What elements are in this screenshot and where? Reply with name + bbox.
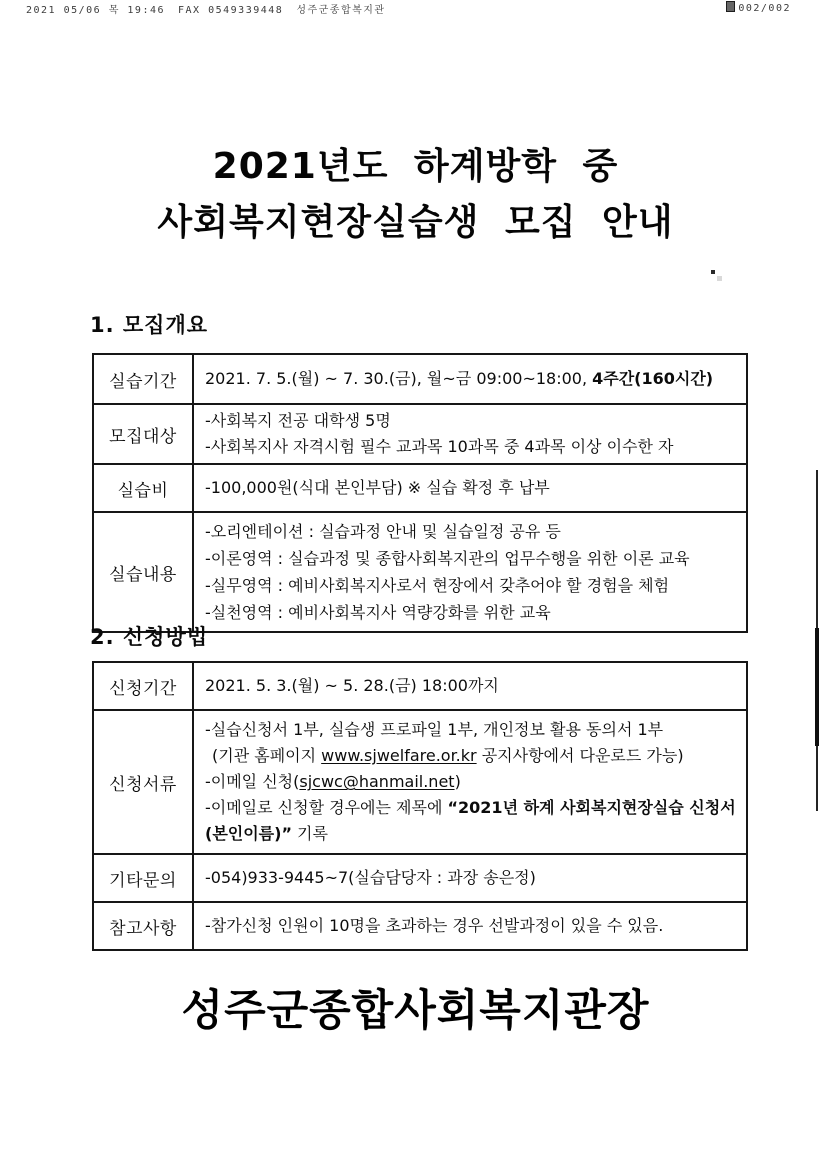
content-line-practice: -실무영역 : 예비사회복지사로서 현장에서 갖추어야 할 경험을 체험 <box>205 576 670 595</box>
row-label-contact: 기타문의 <box>93 854 193 902</box>
row-value-practice-content <box>193 512 747 632</box>
table-row-apply-documents <box>93 710 747 854</box>
recruitment-overview-table <box>92 353 748 633</box>
target-line-2: -사회복지사 자격시험 필수 교과목 10과목 중 4과목 이상 이수한 자 <box>205 437 674 456</box>
target-line-1: -사회복지 전공 대학생 5명 <box>205 411 391 430</box>
row-value-apply-period: 2021. 5. 3.(월) ~ 5. 28.(금) 18:00까지 <box>193 662 747 710</box>
fax-header <box>0 1 831 15</box>
documents-line-1: -실습신청서 1부, 실습생 프로파일 1부, 개인정보 활용 동의서 1부 <box>205 720 664 739</box>
email-subject-bold: “2021년 하계 사회복지현장실습 신청서 (본인이름)” <box>205 798 736 843</box>
homepage-post-text: 공지사항에서 다운로드 가능) <box>476 746 684 765</box>
row-label-note: 참고사항 <box>93 902 193 950</box>
row-label-apply-period: 신청기간 <box>93 662 193 710</box>
scan-speck-faint <box>717 276 722 281</box>
row-value-recruit-target <box>193 404 747 464</box>
email-pre-text: -이메일 신청( <box>205 772 300 791</box>
row-label-practice-content: 실습내용 <box>93 512 193 632</box>
content-line-field: -실천영역 : 예비사회복지사 역량강화를 위한 교육 <box>205 603 551 622</box>
table-row-practice-content <box>93 512 747 632</box>
title-line-2: 사회복지현장실습생 모집 안내 <box>157 202 674 243</box>
email-link: sjcwc@hanmail.net <box>299 772 455 791</box>
row-value-contact: -054)933-9445~7(실습담당자 : 과장 송은정) <box>193 854 747 902</box>
row-value-apply-documents <box>193 710 747 854</box>
title-line-1: 2021년도 하계방학 중 <box>212 146 619 187</box>
row-label-practice-period: 실습기간 <box>93 354 193 404</box>
fax-timestamp: 2021 05/06 목 19:46 <box>26 5 166 16</box>
table-row-apply-period <box>93 662 747 710</box>
documents-line-4 <box>205 795 738 847</box>
row-value-practice-fee: -100,000원(식대 본인부담) ※ 실습 확정 후 납부 <box>193 464 747 512</box>
practice-duration-bold: 4주간(160시간) <box>592 369 714 388</box>
email-subject-post-text: 기록 <box>291 824 328 843</box>
content-line-theory: -이론영역 : 실습과정 및 종합사회복지관의 업무수행을 위한 이론 교육 <box>205 549 690 568</box>
row-label-recruit-target: 모집대상 <box>93 404 193 464</box>
content-line-orientation: -오리엔테이션 : 실습과정 안내 및 실습일정 공유 등 <box>205 522 561 541</box>
signature: 성주군종합사회복지관장 <box>181 986 650 1036</box>
row-value-note: -참가신청 인원이 10명을 초과하는 경우 선발과정이 있을 수 있음. <box>193 902 747 950</box>
table-row-practice-fee <box>93 464 747 512</box>
fax-number: FAX 0549339448 <box>178 5 284 16</box>
scan-speck <box>711 270 715 274</box>
document-title <box>0 139 831 251</box>
fax-header-right <box>726 1 791 14</box>
section-heading-overview: 1. 모집개요 <box>90 313 209 337</box>
application-method-table <box>92 661 748 951</box>
table-row-note <box>93 902 747 950</box>
row-value-practice-period <box>193 354 747 404</box>
email-post-text: ) <box>454 772 461 791</box>
fax-page-counter: 002/002 <box>738 3 791 14</box>
scan-artifact-line-thick <box>815 628 819 746</box>
homepage-pre-text: (기관 홈페이지 <box>212 746 322 765</box>
email-subject-pre-text: -이메일로 신청할 경우에는 제목에 <box>205 798 448 817</box>
fax-header-left <box>26 1 399 16</box>
table-row-recruit-target <box>93 404 747 464</box>
practice-period-text: 2021. 7. 5.(월) ~ 7. 30.(금), 월~금 09:00~18:00, <box>205 369 593 388</box>
fax-sender: 성주군종합복지관 <box>296 5 386 16</box>
fax-doc-icon <box>726 1 735 12</box>
documents-line-2 <box>205 743 738 769</box>
row-label-apply-documents: 신청서류 <box>93 710 193 854</box>
row-label-practice-fee: 실습비 <box>93 464 193 512</box>
section-heading-apply: 2. 신청방법 <box>90 625 209 649</box>
documents-line-3 <box>205 769 738 795</box>
table-row-contact <box>93 854 747 902</box>
table-row-practice-period <box>93 354 747 404</box>
homepage-link: www.sjwelfare.or.kr <box>321 746 477 765</box>
